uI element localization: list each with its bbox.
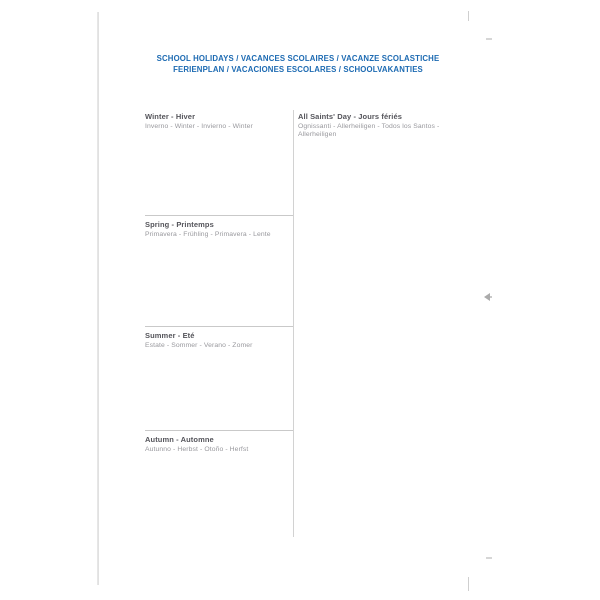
crop-mark-bottom-icon xyxy=(468,577,469,591)
left-column xyxy=(145,110,293,537)
page-left-edge xyxy=(97,12,99,585)
fold-mark-top-icon xyxy=(486,38,492,40)
center-arrow-mark-icon xyxy=(484,293,490,301)
section-all-saints-subtitle: Ognissanti - Allerheiligen - Todos los Santos - Allerheiligen xyxy=(298,123,440,138)
fold-mark-bottom-icon xyxy=(486,557,492,559)
section-summer-heading: Summer - Eté xyxy=(145,331,195,340)
section-spring-heading: Spring - Printemps xyxy=(145,220,214,229)
section-winter-subtitle: Inverno - Winter - Invierno - Winter xyxy=(145,123,253,130)
section-summer-subtitle: Estate - Sommer - Verano - Zomer xyxy=(145,342,253,349)
section-all-saints-heading: All Saints' Day - Jours fériés xyxy=(298,112,402,121)
page-title-line1: SCHOOL HOLIDAYS / VACANCES SCOLAIRES / VACANZE SCOLASTICHE xyxy=(156,54,440,63)
section-autumn-subtitle: Autunno - Herbst - Otoño - Herfst xyxy=(145,446,249,453)
section-autumn xyxy=(145,430,293,537)
section-spring xyxy=(145,215,293,326)
section-autumn-heading: Autumn - Automne xyxy=(145,435,214,444)
right-column xyxy=(294,110,449,537)
section-spring-subtitle: Primavera - Frühling - Primavera - Lente xyxy=(145,231,271,238)
page-title xyxy=(95,53,501,75)
section-winter-heading: Winter - Hiver xyxy=(145,112,196,121)
section-winter xyxy=(145,110,293,215)
section-all-saints-day xyxy=(298,110,449,139)
crop-mark-top-icon xyxy=(468,11,469,21)
section-summer xyxy=(145,326,293,430)
page-title-line2: FERIENPLAN / VACACIONES ESCOLARES / SCHOOLVAKANTIES xyxy=(173,65,423,74)
holiday-schedule-grid xyxy=(145,110,449,537)
